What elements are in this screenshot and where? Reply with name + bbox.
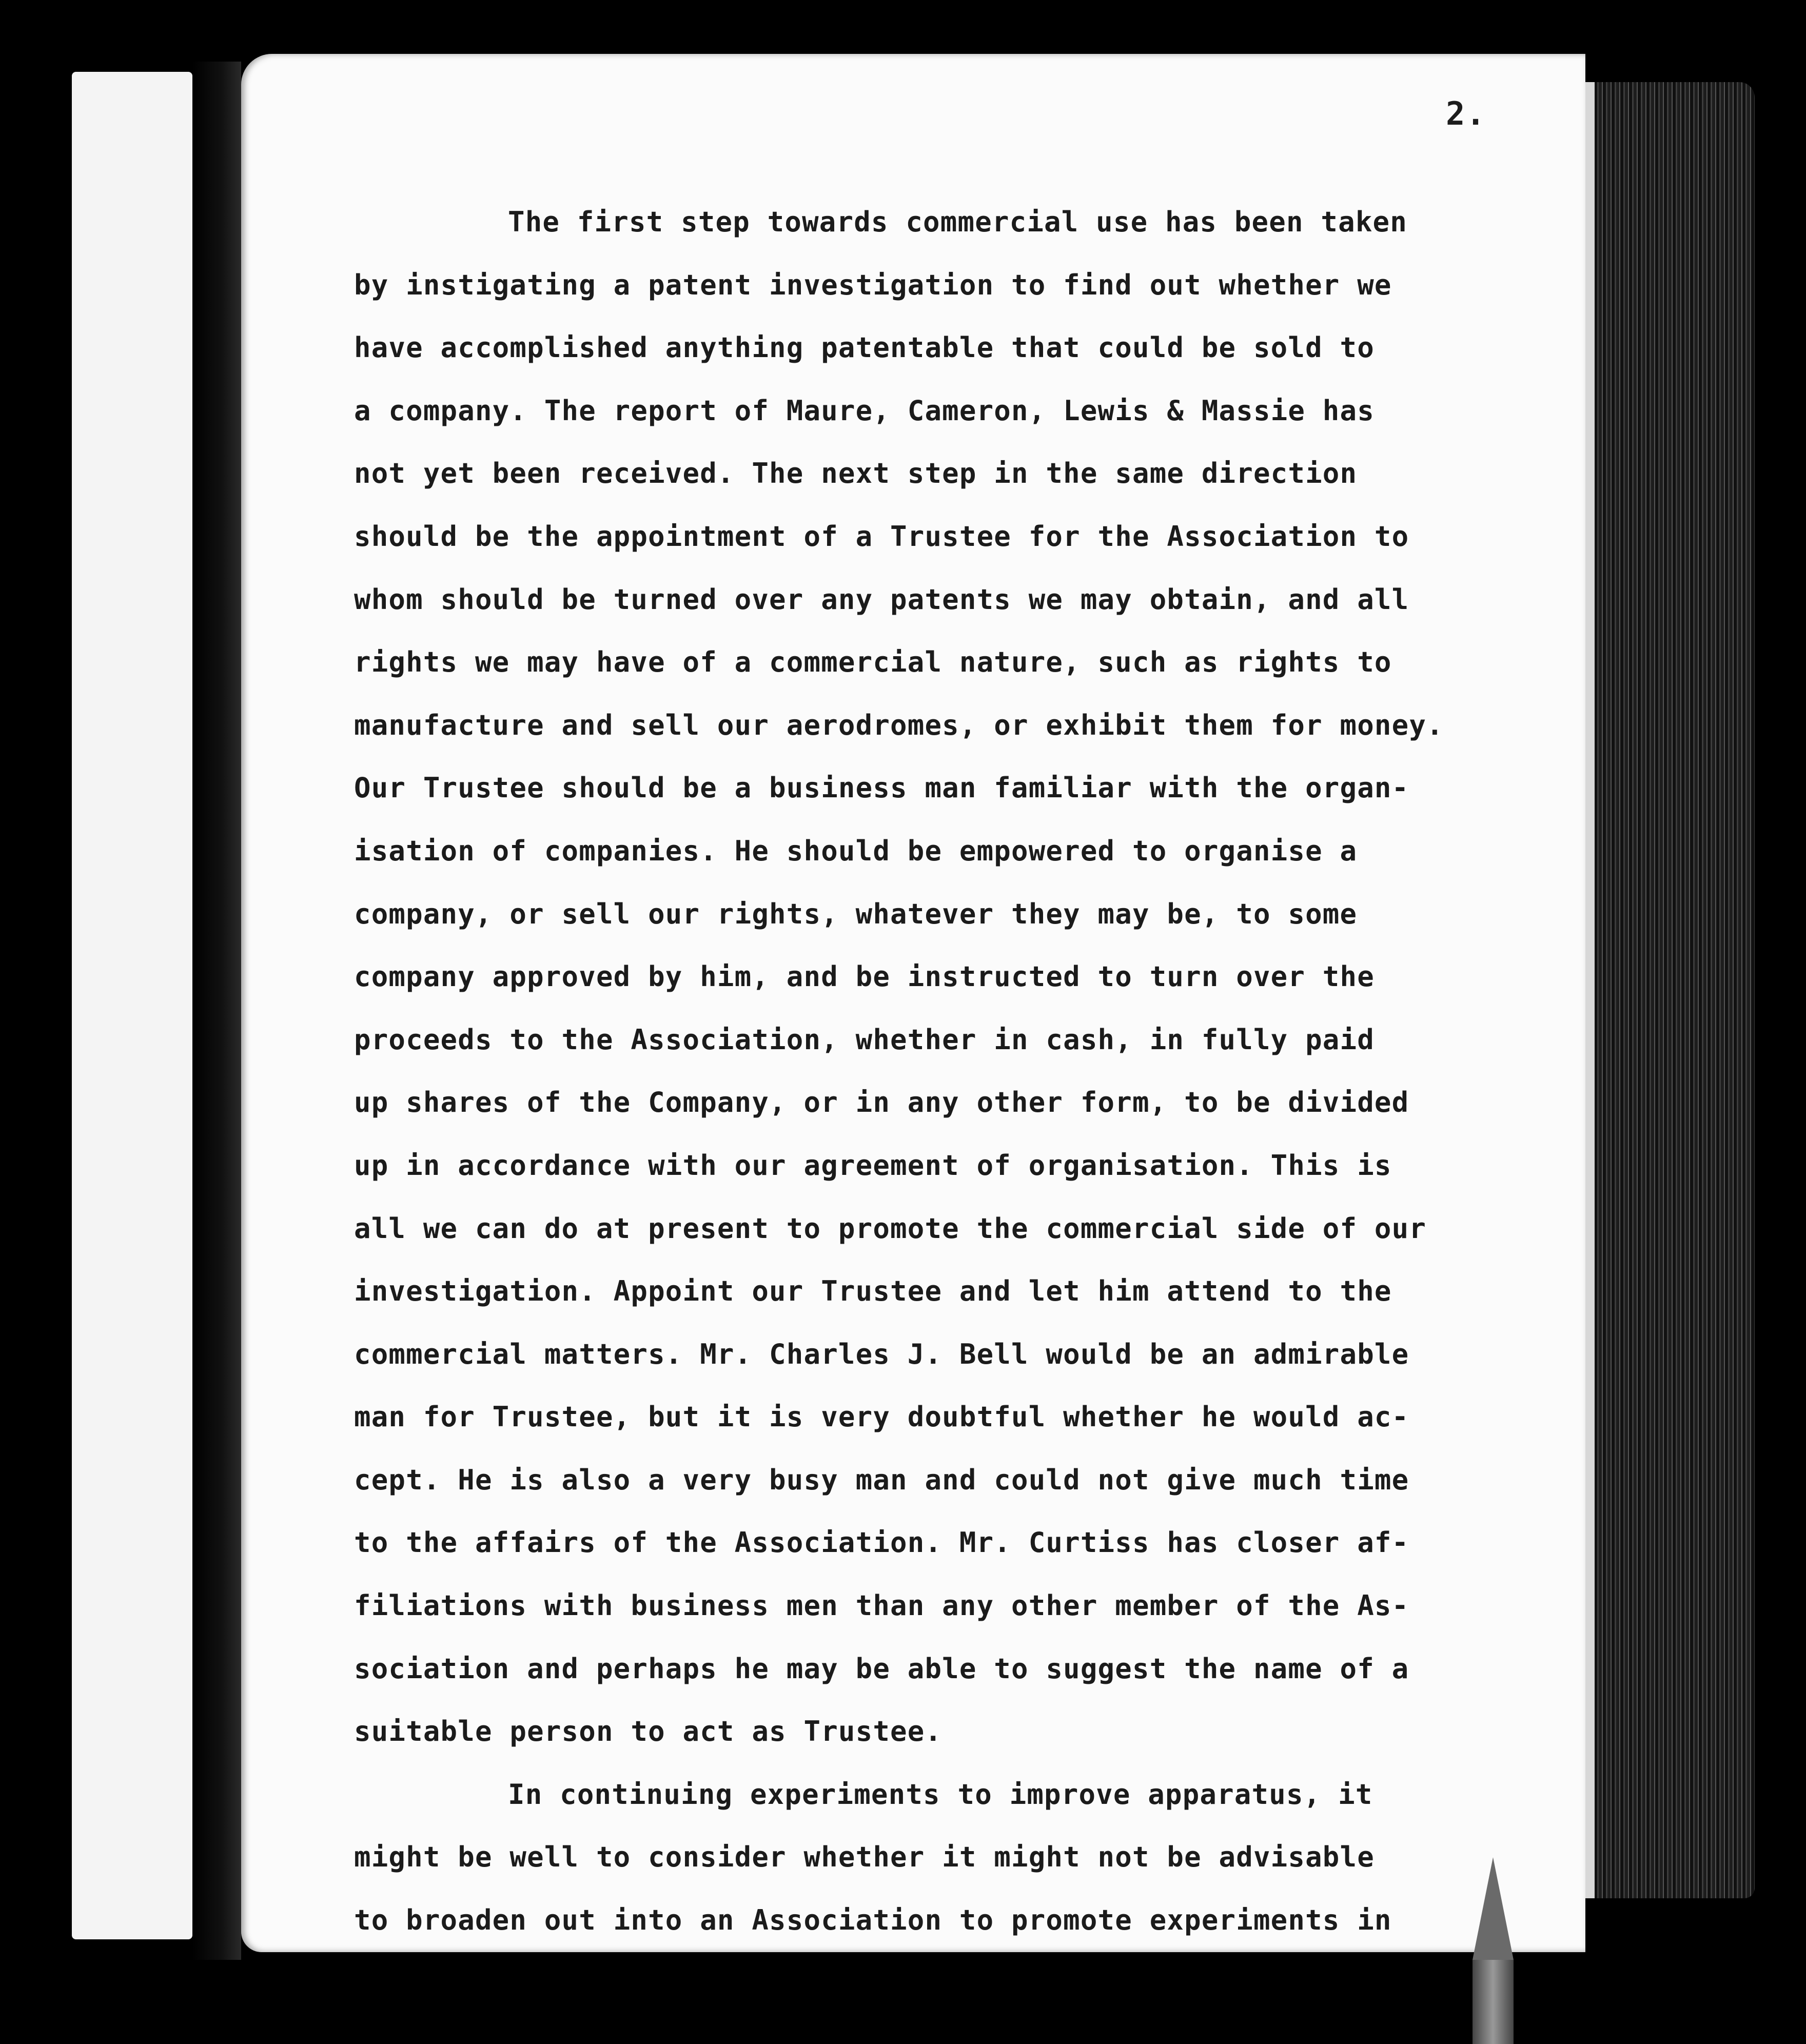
page-edge-highlight (1585, 82, 1595, 1898)
text-line: cept. He is also a very busy man and could not give much time (354, 1463, 1409, 1496)
text-line: might be well to consider whether it might not be advisable (354, 1841, 1375, 1874)
text-line: should be the appointment of a Trustee for the Association to (354, 520, 1409, 553)
text-line: In continuing experiments to improve apparatus, it (508, 1778, 1373, 1811)
text-line: up in accordance with our agreement of organisation. This is (354, 1149, 1392, 1182)
text-line: sociation and perhaps he may be able to suggest the name of a (354, 1652, 1409, 1685)
text-line: manufacture and sell our aerodromes, or exhibit them for money. (354, 709, 1444, 741)
typed-text-body (354, 191, 1514, 1952)
text-line: The first step towards commercial use has been taken (508, 206, 1407, 238)
text-line: to the affairs of the Association. Mr. Curtiss has closer af- (354, 1526, 1409, 1559)
text-line: a company. The report of Maure, Cameron, Lewis & Massie has (354, 394, 1375, 427)
text-line: whom should be turned over any patents we may obtain, and all (354, 583, 1409, 616)
text-line: commercial matters. Mr. Charles J. Bell would be an admirable (354, 1338, 1409, 1370)
text-line: investigation. Appoint our Trustee and let him attend to the (354, 1275, 1392, 1308)
text-line: to broaden out into an Association to promote experiments in (354, 1904, 1392, 1937)
text-line: suitable person to act as Trustee. (354, 1715, 943, 1748)
text-line: Our Trustee should be a business man familiar with the organ- (354, 772, 1409, 804)
page-number: 2. (1446, 95, 1486, 132)
text-line: all we can do at present to promote the commercial side of our (354, 1212, 1427, 1245)
pen-tip (1473, 1857, 1514, 1960)
text-line: have accomplished anything patentable that could be sold to (354, 331, 1375, 364)
book-gutter (192, 62, 241, 1960)
text-line: not yet been received. The next step in the same direction (354, 457, 1358, 490)
text-line: proceeds to the Association, whether in cash, in fully paid (354, 1023, 1375, 1056)
text-line: company approved by him, and be instructed to turn over the (354, 960, 1375, 993)
text-line: isation of companies. He should be empowered to organise a (354, 834, 1358, 867)
text-line: rights we may have of a commercial nature, such as rights to (354, 646, 1392, 679)
text-line: by instigating a patent investigation to find out whether we (354, 268, 1392, 301)
text-line: up shares of the Company, or in any other form, to be divided (354, 1086, 1409, 1119)
text-line: man for Trustee, but it is very doubtful whether he would ac- (354, 1401, 1409, 1433)
text-line: company, or sell our rights, whatever they may be, to some (354, 897, 1358, 930)
book-page-edges (1585, 82, 1755, 1898)
text-line: filiations with business men than any other member of the As- (354, 1589, 1409, 1622)
pen-body (1473, 1960, 1514, 2044)
left-page-edge (72, 72, 192, 1939)
